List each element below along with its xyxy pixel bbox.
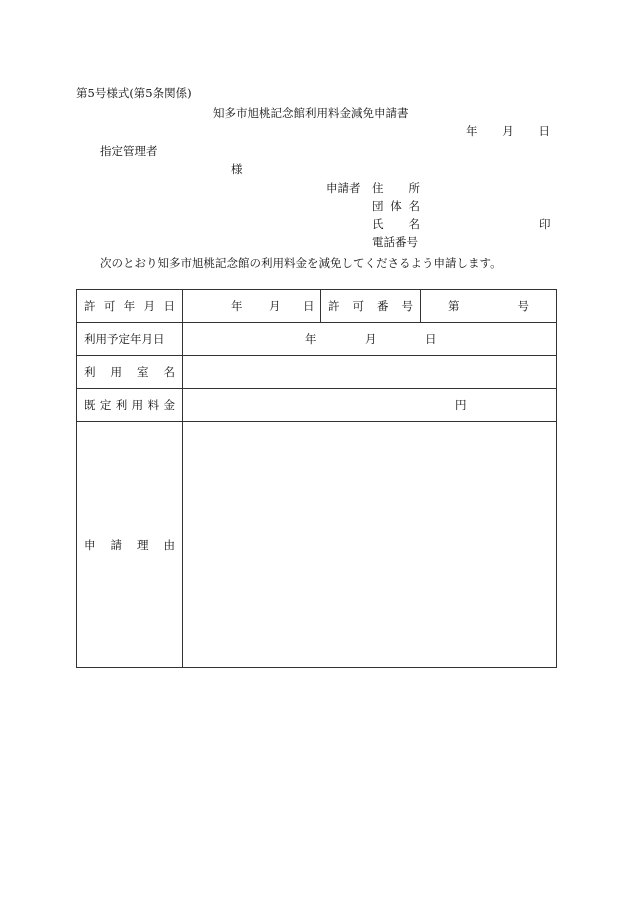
recipient: 指定管理者 — [100, 144, 158, 158]
permit-row — [77, 290, 557, 323]
planned-date-field[interactable]: 年 月 日 — [183, 323, 557, 356]
date-year-label: 年 — [466, 124, 478, 138]
document-title: 知多市旭桃記念館利用料金減免申請書 — [213, 106, 409, 120]
yen-unit: 円 — [455, 398, 467, 412]
planned-date-row — [77, 323, 557, 356]
application-statement: 次のとおり知多市旭桃記念館の利用料金を減免してくださるよう申請します。 — [100, 256, 502, 270]
permit-number-label: 許 可 番 号 — [321, 290, 421, 323]
reason-label: 申 請 理 由 — [77, 422, 183, 668]
standard-fee-label: 既 定 利 用 料 金 — [77, 389, 183, 422]
reason-field[interactable] — [183, 422, 557, 668]
address-label: 住 所 — [372, 181, 420, 195]
room-row — [77, 356, 557, 389]
form-number: 第5号様式(第5条関係) — [76, 86, 192, 100]
planned-date-label: 利用予定年月日 — [77, 323, 183, 356]
phone-label: 電話番号 — [372, 235, 418, 249]
reason-row — [77, 422, 557, 668]
honorific: 様 — [231, 162, 243, 176]
date-month-label: 月 — [502, 124, 514, 138]
seal-mark: 印 — [539, 217, 551, 231]
fee-row — [77, 389, 557, 422]
group-name-label: 団 体 名 — [372, 199, 420, 213]
room-name-field[interactable] — [183, 356, 557, 389]
applicant-name-label: 氏 名 — [372, 217, 420, 231]
application-form-table — [76, 289, 557, 668]
permit-number-field[interactable]: 第 号 — [421, 290, 557, 323]
standard-fee-field[interactable] — [183, 389, 557, 422]
room-name-label: 利 用 室 名 — [77, 356, 183, 389]
date-day-label: 日 — [538, 124, 550, 138]
applicant-role-label: 申請者 — [326, 181, 361, 195]
permit-date-label: 許 可 年 月 日 — [77, 290, 183, 323]
submission-date — [466, 124, 550, 138]
permit-date-field[interactable]: 年 月 日 — [183, 290, 321, 323]
